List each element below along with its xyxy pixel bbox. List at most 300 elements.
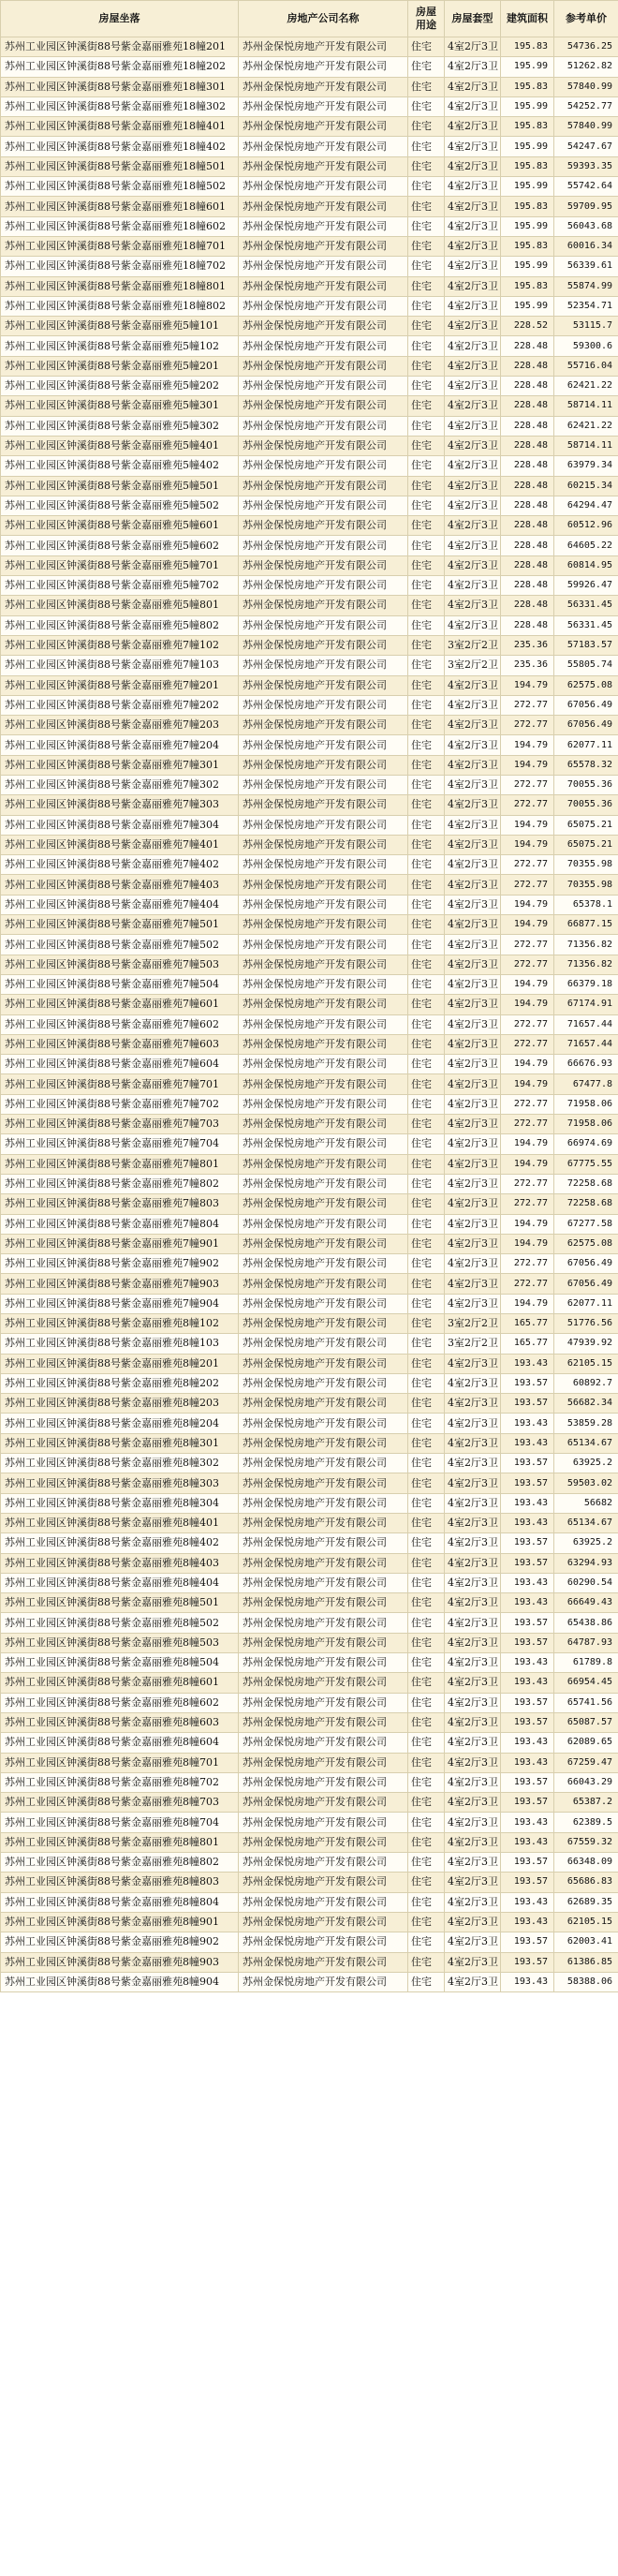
table-row bbox=[1, 675, 618, 695]
cell-unit-price: 62421.22 bbox=[554, 377, 618, 396]
cell-layout: 4室2厅3卫 bbox=[445, 1454, 501, 1473]
cell-usage: 住宅 bbox=[408, 656, 445, 675]
cell-layout: 4室2厅3卫 bbox=[445, 695, 501, 715]
cell-company: 苏州金保悦房地产开发有限公司 bbox=[239, 1593, 408, 1613]
cell-area: 193.43 bbox=[501, 1733, 554, 1753]
table-row bbox=[1, 377, 618, 396]
table-row bbox=[1, 1115, 618, 1134]
cell-location: 苏州工业园区钟溪街88号紫金嘉丽雅苑7幢403 bbox=[1, 875, 239, 895]
cell-area: 195.99 bbox=[501, 96, 554, 116]
cell-location: 苏州工业园区钟溪街88号紫金嘉丽雅苑5幢302 bbox=[1, 416, 239, 436]
cell-area: 194.79 bbox=[501, 1074, 554, 1094]
cell-area: 228.48 bbox=[501, 356, 554, 376]
cell-layout: 4室2厅3卫 bbox=[445, 1154, 501, 1174]
table-row bbox=[1, 257, 618, 276]
cell-usage: 住宅 bbox=[408, 516, 445, 536]
cell-location: 苏州工业园区钟溪街88号紫金嘉丽雅苑8幢703 bbox=[1, 1793, 239, 1813]
table-row bbox=[1, 1154, 618, 1174]
cell-layout: 4室2厅3卫 bbox=[445, 1194, 501, 1214]
cell-unit-price: 58388.06 bbox=[554, 1972, 618, 1991]
cell-location: 苏州工业园区钟溪街88号紫金嘉丽雅苑7幢204 bbox=[1, 735, 239, 755]
cell-company: 苏州金保悦房地产开发有限公司 bbox=[239, 1094, 408, 1114]
cell-company: 苏州金保悦房地产开发有限公司 bbox=[239, 416, 408, 436]
cell-area: 165.77 bbox=[501, 1334, 554, 1354]
cell-unit-price: 64605.22 bbox=[554, 536, 618, 555]
cell-location: 苏州工业园区钟溪街88号紫金嘉丽雅苑5幢301 bbox=[1, 396, 239, 416]
cell-unit-price: 65387.2 bbox=[554, 1793, 618, 1813]
cell-company: 苏州金保悦房地产开发有限公司 bbox=[239, 1134, 408, 1154]
table-row bbox=[1, 536, 618, 555]
cell-area: 165.77 bbox=[501, 1314, 554, 1334]
cell-layout: 4室2厅3卫 bbox=[445, 1074, 501, 1094]
cell-layout: 4室2厅3卫 bbox=[445, 1753, 501, 1772]
cell-usage: 住宅 bbox=[408, 675, 445, 695]
table-row bbox=[1, 1294, 618, 1313]
table-row bbox=[1, 1254, 618, 1274]
table-row bbox=[1, 57, 618, 77]
cell-area: 193.57 bbox=[501, 1633, 554, 1652]
cell-area: 272.77 bbox=[501, 1274, 554, 1294]
cell-unit-price: 70055.36 bbox=[554, 795, 618, 815]
cell-unit-price: 65087.57 bbox=[554, 1712, 618, 1732]
table-row bbox=[1, 935, 618, 955]
cell-unit-price: 63979.34 bbox=[554, 456, 618, 476]
cell-layout: 4室2厅3卫 bbox=[445, 615, 501, 635]
cell-area: 228.48 bbox=[501, 377, 554, 396]
cell-usage: 住宅 bbox=[408, 695, 445, 715]
cell-area: 272.77 bbox=[501, 855, 554, 875]
cell-location: 苏州工业园区钟溪街88号紫金嘉丽雅苑7幢503 bbox=[1, 955, 239, 974]
cell-location: 苏州工业园区钟溪街88号紫金嘉丽雅苑5幢202 bbox=[1, 377, 239, 396]
cell-unit-price: 59926.47 bbox=[554, 576, 618, 596]
cell-layout: 4室2厅3卫 bbox=[445, 1473, 501, 1493]
cell-area: 228.48 bbox=[501, 596, 554, 615]
header-layout: 房屋套型 bbox=[445, 1, 501, 37]
cell-usage: 住宅 bbox=[408, 1414, 445, 1433]
cell-company: 苏州金保悦房地产开发有限公司 bbox=[239, 516, 408, 536]
cell-area: 194.79 bbox=[501, 915, 554, 935]
cell-unit-price: 62077.11 bbox=[554, 735, 618, 755]
cell-layout: 4室2厅3卫 bbox=[445, 555, 501, 575]
table-row bbox=[1, 775, 618, 794]
table-row bbox=[1, 755, 618, 775]
cell-unit-price: 63925.2 bbox=[554, 1454, 618, 1473]
cell-layout: 4室2厅3卫 bbox=[445, 356, 501, 376]
cell-layout: 4室2厅3卫 bbox=[445, 1553, 501, 1573]
cell-unit-price: 51776.56 bbox=[554, 1314, 618, 1334]
cell-usage: 住宅 bbox=[408, 1513, 445, 1532]
cell-location: 苏州工业园区钟溪街88号紫金嘉丽雅苑8幢204 bbox=[1, 1414, 239, 1433]
cell-area: 193.43 bbox=[501, 1593, 554, 1613]
cell-usage: 住宅 bbox=[408, 955, 445, 974]
cell-company: 苏州金保悦房地产开发有限公司 bbox=[239, 1493, 408, 1513]
table-row bbox=[1, 317, 618, 336]
cell-layout: 4室2厅3卫 bbox=[445, 755, 501, 775]
cell-location: 苏州工业园区钟溪街88号紫金嘉丽雅苑8幢404 bbox=[1, 1573, 239, 1592]
cell-layout: 4室2厅3卫 bbox=[445, 1873, 501, 1892]
cell-layout: 3室2厅2卫 bbox=[445, 1314, 501, 1334]
cell-unit-price: 56331.45 bbox=[554, 615, 618, 635]
cell-area: 228.48 bbox=[501, 336, 554, 356]
cell-company: 苏州金保悦房地产开发有限公司 bbox=[239, 1314, 408, 1334]
table-row bbox=[1, 1793, 618, 1813]
table-row bbox=[1, 1932, 618, 1952]
cell-layout: 4室2厅3卫 bbox=[445, 96, 501, 116]
cell-usage: 住宅 bbox=[408, 875, 445, 895]
cell-unit-price: 54736.25 bbox=[554, 37, 618, 57]
cell-usage: 住宅 bbox=[408, 1394, 445, 1414]
cell-location: 苏州工业园区钟溪街88号紫金嘉丽雅苑18幢502 bbox=[1, 177, 239, 197]
cell-usage: 住宅 bbox=[408, 96, 445, 116]
cell-location: 苏州工业园区钟溪街88号紫金嘉丽雅苑8幢203 bbox=[1, 1394, 239, 1414]
cell-area: 193.43 bbox=[501, 1493, 554, 1513]
table-row bbox=[1, 1473, 618, 1493]
cell-layout: 4室2厅3卫 bbox=[445, 216, 501, 236]
cell-usage: 住宅 bbox=[408, 296, 445, 316]
cell-location: 苏州工业园区钟溪街88号紫金嘉丽雅苑18幢401 bbox=[1, 117, 239, 137]
cell-usage: 住宅 bbox=[408, 1733, 445, 1753]
cell-area: 228.48 bbox=[501, 436, 554, 455]
table-row bbox=[1, 476, 618, 496]
cell-area: 193.57 bbox=[501, 1454, 554, 1473]
cell-layout: 4室2厅3卫 bbox=[445, 77, 501, 96]
table-row bbox=[1, 137, 618, 156]
table-row bbox=[1, 1274, 618, 1294]
cell-location: 苏州工业园区钟溪街88号紫金嘉丽雅苑7幢704 bbox=[1, 1134, 239, 1154]
cell-area: 193.57 bbox=[501, 1952, 554, 1972]
table-row bbox=[1, 1074, 618, 1094]
cell-area: 228.48 bbox=[501, 496, 554, 515]
cell-unit-price: 62689.35 bbox=[554, 1892, 618, 1912]
cell-location: 苏州工业园区钟溪街88号紫金嘉丽雅苑5幢502 bbox=[1, 496, 239, 515]
cell-location: 苏州工业园区钟溪街88号紫金嘉丽雅苑7幢602 bbox=[1, 1014, 239, 1034]
cell-usage: 住宅 bbox=[408, 1055, 445, 1074]
cell-company: 苏州金保悦房地产开发有限公司 bbox=[239, 1553, 408, 1573]
cell-usage: 住宅 bbox=[408, 1573, 445, 1592]
cell-location: 苏州工业园区钟溪街88号紫金嘉丽雅苑7幢201 bbox=[1, 675, 239, 695]
cell-usage: 住宅 bbox=[408, 1454, 445, 1473]
cell-unit-price: 67559.32 bbox=[554, 1832, 618, 1852]
cell-company: 苏州金保悦房地产开发有限公司 bbox=[239, 1354, 408, 1373]
cell-location: 苏州工业园区钟溪街88号紫金嘉丽雅苑7幢703 bbox=[1, 1115, 239, 1134]
cell-location: 苏州工业园区钟溪街88号紫金嘉丽雅苑7幢303 bbox=[1, 795, 239, 815]
cell-usage: 住宅 bbox=[408, 57, 445, 77]
table-row bbox=[1, 1034, 618, 1054]
cell-unit-price: 66877.15 bbox=[554, 915, 618, 935]
cell-layout: 4室2厅3卫 bbox=[445, 1513, 501, 1532]
cell-location: 苏州工业园区钟溪街88号紫金嘉丽雅苑8幢803 bbox=[1, 1873, 239, 1892]
cell-company: 苏州金保悦房地产开发有限公司 bbox=[239, 815, 408, 835]
cell-company: 苏州金保悦房地产开发有限公司 bbox=[239, 1154, 408, 1174]
cell-location: 苏州工业园区钟溪街88号紫金嘉丽雅苑8幢601 bbox=[1, 1673, 239, 1693]
cell-company: 苏州金保悦房地产开发有限公司 bbox=[239, 995, 408, 1014]
cell-usage: 住宅 bbox=[408, 1134, 445, 1154]
table-row bbox=[1, 236, 618, 256]
cell-location: 苏州工业园区钟溪街88号紫金嘉丽雅苑7幢304 bbox=[1, 815, 239, 835]
cell-area: 193.57 bbox=[501, 1553, 554, 1573]
table-row bbox=[1, 1853, 618, 1873]
cell-location: 苏州工业园区钟溪街88号紫金嘉丽雅苑7幢803 bbox=[1, 1194, 239, 1214]
cell-unit-price: 55742.64 bbox=[554, 177, 618, 197]
cell-layout: 4室2厅3卫 bbox=[445, 735, 501, 755]
table-row bbox=[1, 1533, 618, 1553]
table-row bbox=[1, 875, 618, 895]
cell-unit-price: 62105.15 bbox=[554, 1912, 618, 1932]
cell-area: 195.99 bbox=[501, 257, 554, 276]
cell-area: 195.83 bbox=[501, 156, 554, 176]
cell-company: 苏州金保悦房地产开发有限公司 bbox=[239, 156, 408, 176]
cell-unit-price: 60512.96 bbox=[554, 516, 618, 536]
table-row bbox=[1, 695, 618, 715]
cell-usage: 住宅 bbox=[408, 935, 445, 955]
cell-unit-price: 67477.8 bbox=[554, 1074, 618, 1094]
cell-unit-price: 60814.95 bbox=[554, 555, 618, 575]
cell-area: 194.79 bbox=[501, 1134, 554, 1154]
cell-layout: 4室2厅3卫 bbox=[445, 1793, 501, 1813]
cell-layout: 4室2厅3卫 bbox=[445, 955, 501, 974]
table-row bbox=[1, 77, 618, 96]
cell-company: 苏州金保悦房地产开发有限公司 bbox=[239, 1892, 408, 1912]
cell-location: 苏州工业园区钟溪街88号紫金嘉丽雅苑8幢502 bbox=[1, 1613, 239, 1633]
cell-usage: 住宅 bbox=[408, 377, 445, 396]
cell-layout: 4室2厅3卫 bbox=[445, 1533, 501, 1553]
cell-area: 194.79 bbox=[501, 755, 554, 775]
cell-company: 苏州金保悦房地产开发有限公司 bbox=[239, 555, 408, 575]
cell-area: 272.77 bbox=[501, 775, 554, 794]
cell-unit-price: 58714.11 bbox=[554, 396, 618, 416]
cell-location: 苏州工业园区钟溪街88号紫金嘉丽雅苑7幢302 bbox=[1, 775, 239, 794]
cell-area: 272.77 bbox=[501, 1194, 554, 1214]
cell-layout: 4室2厅3卫 bbox=[445, 1115, 501, 1134]
table-row bbox=[1, 915, 618, 935]
cell-layout: 4室2厅3卫 bbox=[445, 835, 501, 854]
table-row bbox=[1, 1693, 618, 1712]
cell-layout: 4室2厅3卫 bbox=[445, 1673, 501, 1693]
cell-layout: 4室2厅3卫 bbox=[445, 875, 501, 895]
cell-unit-price: 53859.28 bbox=[554, 1414, 618, 1433]
cell-usage: 住宅 bbox=[408, 1074, 445, 1094]
cell-layout: 4室2厅3卫 bbox=[445, 416, 501, 436]
cell-layout: 4室2厅3卫 bbox=[445, 1613, 501, 1633]
cell-area: 194.79 bbox=[501, 835, 554, 854]
cell-area: 195.99 bbox=[501, 177, 554, 197]
cell-unit-price: 54252.77 bbox=[554, 96, 618, 116]
cell-location: 苏州工业园区钟溪街88号紫金嘉丽雅苑5幢601 bbox=[1, 516, 239, 536]
table-row bbox=[1, 1733, 618, 1753]
cell-location: 苏州工业园区钟溪街88号紫金嘉丽雅苑8幢903 bbox=[1, 1952, 239, 1972]
cell-usage: 住宅 bbox=[408, 1753, 445, 1772]
cell-company: 苏州金保悦房地产开发有限公司 bbox=[239, 1653, 408, 1673]
cell-layout: 4室2厅3卫 bbox=[445, 1294, 501, 1313]
cell-area: 272.77 bbox=[501, 695, 554, 715]
cell-layout: 4室2厅3卫 bbox=[445, 1653, 501, 1673]
cell-area: 228.48 bbox=[501, 476, 554, 496]
cell-unit-price: 58714.11 bbox=[554, 436, 618, 455]
cell-usage: 住宅 bbox=[408, 1653, 445, 1673]
cell-layout: 4室2厅3卫 bbox=[445, 536, 501, 555]
cell-location: 苏州工业园区钟溪街88号紫金嘉丽雅苑18幢202 bbox=[1, 57, 239, 77]
cell-usage: 住宅 bbox=[408, 496, 445, 515]
cell-usage: 住宅 bbox=[408, 117, 445, 137]
table-row bbox=[1, 895, 618, 914]
table-row bbox=[1, 1373, 618, 1393]
cell-company: 苏州金保悦房地产开发有限公司 bbox=[239, 236, 408, 256]
cell-location: 苏州工业园区钟溪街88号紫金嘉丽雅苑18幢802 bbox=[1, 296, 239, 316]
cell-location: 苏州工业园区钟溪街88号紫金嘉丽雅苑7幢903 bbox=[1, 1274, 239, 1294]
cell-unit-price: 65075.21 bbox=[554, 815, 618, 835]
cell-layout: 4室2厅3卫 bbox=[445, 1034, 501, 1054]
cell-area: 193.43 bbox=[501, 1972, 554, 1991]
cell-area: 194.79 bbox=[501, 675, 554, 695]
cell-location: 苏州工业园区钟溪街88号紫金嘉丽雅苑18幢301 bbox=[1, 77, 239, 96]
cell-unit-price: 66348.09 bbox=[554, 1853, 618, 1873]
cell-usage: 住宅 bbox=[408, 476, 445, 496]
cell-layout: 4室2厅3卫 bbox=[445, 296, 501, 316]
table-row bbox=[1, 1214, 618, 1234]
cell-company: 苏州金保悦房地产开发有限公司 bbox=[239, 177, 408, 197]
cell-usage: 住宅 bbox=[408, 536, 445, 555]
cell-layout: 4室2厅3卫 bbox=[445, 1853, 501, 1873]
cell-company: 苏州金保悦房地产开发有限公司 bbox=[239, 1174, 408, 1193]
table-row bbox=[1, 516, 618, 536]
cell-company: 苏州金保悦房地产开发有限公司 bbox=[239, 775, 408, 794]
cell-usage: 住宅 bbox=[408, 1433, 445, 1453]
cell-layout: 4室2厅3卫 bbox=[445, 377, 501, 396]
cell-layout: 4室2厅3卫 bbox=[445, 1094, 501, 1114]
cell-location: 苏州工业园区钟溪街88号紫金嘉丽雅苑5幢702 bbox=[1, 576, 239, 596]
table-row bbox=[1, 716, 618, 735]
cell-layout: 4室2厅3卫 bbox=[445, 137, 501, 156]
cell-location: 苏州工业园区钟溪街88号紫金嘉丽雅苑7幢502 bbox=[1, 935, 239, 955]
table-row bbox=[1, 576, 618, 596]
table-body bbox=[1, 37, 618, 1992]
cell-area: 272.77 bbox=[501, 875, 554, 895]
table-row bbox=[1, 815, 618, 835]
cell-layout: 4室2厅3卫 bbox=[445, 1274, 501, 1294]
cell-unit-price: 62575.08 bbox=[554, 1234, 618, 1253]
cell-usage: 住宅 bbox=[408, 1772, 445, 1792]
cell-company: 苏州金保悦房地产开发有限公司 bbox=[239, 496, 408, 515]
cell-area: 195.83 bbox=[501, 117, 554, 137]
cell-company: 苏州金保悦房地产开发有限公司 bbox=[239, 1853, 408, 1873]
cell-usage: 住宅 bbox=[408, 1553, 445, 1573]
table-row bbox=[1, 1194, 618, 1214]
cell-location: 苏州工业园区钟溪街88号紫金嘉丽雅苑8幢603 bbox=[1, 1712, 239, 1732]
cell-layout: 4室2厅3卫 bbox=[445, 57, 501, 77]
cell-area: 272.77 bbox=[501, 1014, 554, 1034]
cell-usage: 住宅 bbox=[408, 1014, 445, 1034]
cell-layout: 4室2厅3卫 bbox=[445, 496, 501, 515]
cell-location: 苏州工业园区钟溪街88号紫金嘉丽雅苑8幢902 bbox=[1, 1932, 239, 1952]
cell-company: 苏州金保悦房地产开发有限公司 bbox=[239, 377, 408, 396]
cell-layout: 4室2厅3卫 bbox=[445, 1414, 501, 1433]
table-row bbox=[1, 995, 618, 1014]
cell-unit-price: 56682.34 bbox=[554, 1394, 618, 1414]
cell-area: 228.48 bbox=[501, 416, 554, 436]
cell-unit-price: 53115.7 bbox=[554, 317, 618, 336]
cell-company: 苏州金保悦房地产开发有限公司 bbox=[239, 1454, 408, 1473]
cell-unit-price: 65438.86 bbox=[554, 1613, 618, 1633]
cell-layout: 4室2厅3卫 bbox=[445, 317, 501, 336]
cell-unit-price: 60892.7 bbox=[554, 1373, 618, 1393]
cell-layout: 3室2厅2卫 bbox=[445, 635, 501, 655]
cell-unit-price: 71958.06 bbox=[554, 1115, 618, 1134]
cell-layout: 4室2厅3卫 bbox=[445, 1394, 501, 1414]
cell-unit-price: 72258.68 bbox=[554, 1174, 618, 1193]
cell-area: 193.57 bbox=[501, 1394, 554, 1414]
cell-company: 苏州金保悦房地产开发有限公司 bbox=[239, 915, 408, 935]
cell-usage: 住宅 bbox=[408, 137, 445, 156]
cell-usage: 住宅 bbox=[408, 1234, 445, 1253]
cell-location: 苏州工业园区钟溪街88号紫金嘉丽雅苑8幢704 bbox=[1, 1813, 239, 1832]
cell-company: 苏州金保悦房地产开发有限公司 bbox=[239, 1014, 408, 1034]
cell-location: 苏州工业园区钟溪街88号紫金嘉丽雅苑7幢801 bbox=[1, 1154, 239, 1174]
cell-location: 苏州工业园区钟溪街88号紫金嘉丽雅苑7幢501 bbox=[1, 915, 239, 935]
cell-layout: 4室2厅3卫 bbox=[445, 1892, 501, 1912]
cell-area: 228.48 bbox=[501, 456, 554, 476]
cell-company: 苏州金保悦房地产开发有限公司 bbox=[239, 1194, 408, 1214]
cell-unit-price: 71958.06 bbox=[554, 1094, 618, 1114]
cell-unit-price: 62421.22 bbox=[554, 416, 618, 436]
cell-usage: 住宅 bbox=[408, 596, 445, 615]
cell-area: 193.43 bbox=[501, 1414, 554, 1433]
cell-area: 272.77 bbox=[501, 935, 554, 955]
cell-unit-price: 71657.44 bbox=[554, 1034, 618, 1054]
cell-layout: 4室2厅3卫 bbox=[445, 716, 501, 735]
cell-location: 苏州工业园区钟溪街88号紫金嘉丽雅苑8幢201 bbox=[1, 1354, 239, 1373]
cell-location: 苏州工业园区钟溪街88号紫金嘉丽雅苑5幢402 bbox=[1, 456, 239, 476]
table-row bbox=[1, 1573, 618, 1592]
header-usage: 房屋 用途 bbox=[408, 1, 445, 37]
cell-usage: 住宅 bbox=[408, 1154, 445, 1174]
cell-area: 193.57 bbox=[501, 1853, 554, 1873]
cell-location: 苏州工业园区钟溪街88号紫金嘉丽雅苑18幢702 bbox=[1, 257, 239, 276]
cell-company: 苏州金保悦房地产开发有限公司 bbox=[239, 1074, 408, 1094]
cell-unit-price: 55874.99 bbox=[554, 276, 618, 296]
cell-company: 苏州金保悦房地产开发有限公司 bbox=[239, 935, 408, 955]
cell-unit-price: 65134.67 bbox=[554, 1513, 618, 1532]
cell-unit-price: 63294.93 bbox=[554, 1553, 618, 1573]
cell-layout: 4室2厅3卫 bbox=[445, 117, 501, 137]
cell-company: 苏州金保悦房地产开发有限公司 bbox=[239, 1533, 408, 1553]
cell-company: 苏州金保悦房地产开发有限公司 bbox=[239, 536, 408, 555]
cell-company: 苏州金保悦房地产开发有限公司 bbox=[239, 1214, 408, 1234]
cell-usage: 住宅 bbox=[408, 436, 445, 455]
table-row bbox=[1, 596, 618, 615]
cell-area: 228.48 bbox=[501, 555, 554, 575]
cell-area: 272.77 bbox=[501, 795, 554, 815]
cell-company: 苏州金保悦房地产开发有限公司 bbox=[239, 1055, 408, 1074]
cell-location: 苏州工业园区钟溪街88号紫金嘉丽雅苑7幢402 bbox=[1, 855, 239, 875]
cell-area: 193.57 bbox=[501, 1793, 554, 1813]
cell-unit-price: 62077.11 bbox=[554, 1294, 618, 1313]
cell-usage: 住宅 bbox=[408, 1094, 445, 1114]
cell-area: 195.99 bbox=[501, 296, 554, 316]
cell-location: 苏州工业园区钟溪街88号紫金嘉丽雅苑8幢401 bbox=[1, 1513, 239, 1532]
cell-usage: 住宅 bbox=[408, 456, 445, 476]
cell-layout: 4室2厅3卫 bbox=[445, 1932, 501, 1952]
cell-usage: 住宅 bbox=[408, 1034, 445, 1054]
cell-layout: 4室2厅3卫 bbox=[445, 1712, 501, 1732]
cell-layout: 4室2厅3卫 bbox=[445, 795, 501, 815]
cell-usage: 住宅 bbox=[408, 1274, 445, 1294]
cell-unit-price: 66974.69 bbox=[554, 1134, 618, 1154]
table-row bbox=[1, 1354, 618, 1373]
cell-company: 苏州金保悦房地产开发有限公司 bbox=[239, 795, 408, 815]
cell-company: 苏州金保悦房地产开发有限公司 bbox=[239, 37, 408, 57]
cell-unit-price: 63925.2 bbox=[554, 1533, 618, 1553]
cell-usage: 住宅 bbox=[408, 37, 445, 57]
